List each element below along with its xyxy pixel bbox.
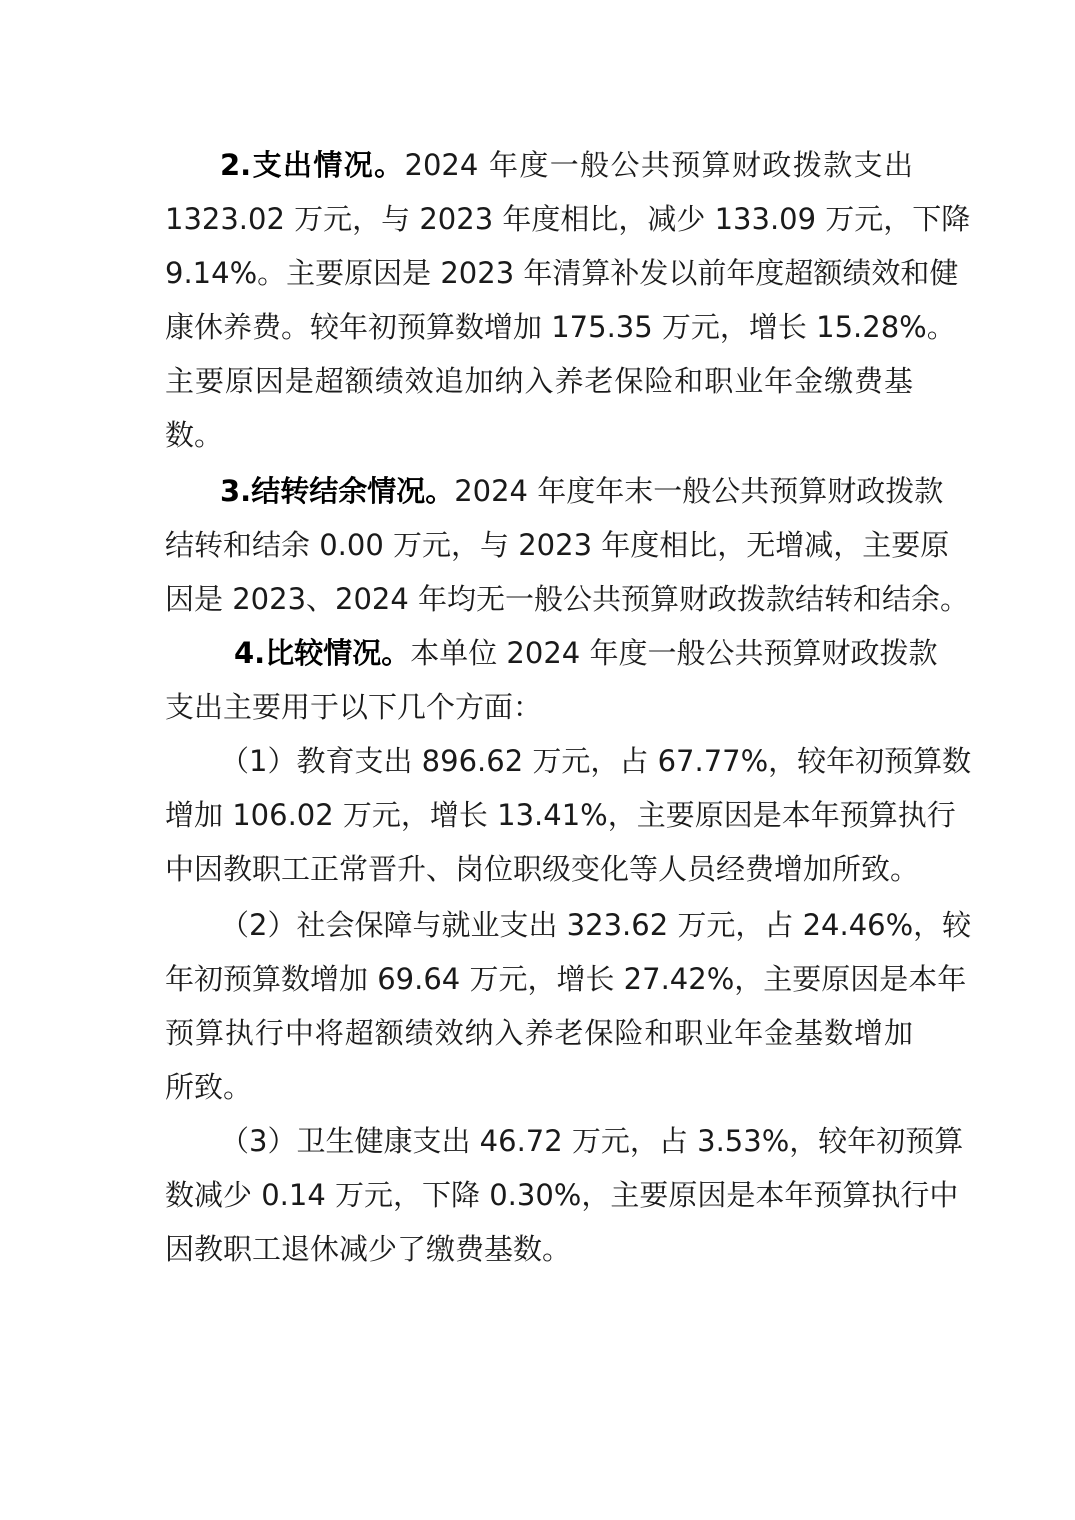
paragraph-line: 康休养费。较年初预算数增加 175.35 万元，增长 15.28%。 xyxy=(165,310,956,344)
paragraph-line: 1323.02 万元，与 2023 年度相比，减少 133.09 万元，下降 xyxy=(165,202,971,236)
paragraph-line: 支出主要用于以下几个方面： xyxy=(165,690,543,724)
paragraph-text: 2024 年度年末一般公共预算财政拨款 xyxy=(454,474,944,508)
paragraph-line: 所致。 xyxy=(165,1070,253,1104)
section-heading: 4.比较情况。 xyxy=(234,636,411,670)
paragraph-line xyxy=(220,464,944,518)
paragraph-line: 因是 2023、2024 年均无一般公共预算财政拨款结转和结余。 xyxy=(165,582,970,616)
paragraph-line xyxy=(220,138,913,192)
paragraph-line: 主要原因是超额绩效追加纳入养老保险和职业年金缴费基 xyxy=(165,364,913,398)
paragraph-line: （3）卫生健康支出 46.72 万元，占 3.53%，较年初预算 xyxy=(220,1124,964,1158)
section-heading: 2.支出情况。 xyxy=(220,148,405,182)
paragraph-line: 因教职工退休减少了缴费基数。 xyxy=(165,1232,572,1266)
paragraph-line xyxy=(234,626,938,680)
paragraph-line: 结转和结余 0.00 万元，与 2023 年度相比，无增减，主要原 xyxy=(165,528,950,562)
paragraph-line: （1）教育支出 896.62 万元，占 67.77%，较年初预算数 xyxy=(220,744,972,778)
paragraph-line: 中因教职工正常晋升、岗位职级变化等人员经费增加所致。 xyxy=(165,852,920,886)
paragraph-line: 数。 xyxy=(165,418,224,452)
paragraph-text: 本单位 2024 年度一般公共预算财政拨款 xyxy=(410,636,938,670)
paragraph-line: （2）社会保障与就业支出 323.62 万元，占 24.46%，较 xyxy=(220,908,972,942)
paragraph-line: 年初预算数增加 69.64 万元，增长 27.42%，主要原因是本年 xyxy=(165,962,967,996)
paragraph-line: 增加 106.02 万元，增长 13.41%，主要原因是本年预算执行 xyxy=(165,798,956,832)
paragraph-text: 2024 年度一般公共预算财政拨款支出 xyxy=(404,148,913,182)
paragraph-line: 预算执行中将超额绩效纳入养老保险和职业年金基数增加 xyxy=(165,1016,913,1050)
paragraph-line: 数减少 0.14 万元，下降 0.30%，主要原因是本年预算执行中 xyxy=(165,1178,959,1212)
paragraph-line: 9.14%。主要原因是 2023 年清算补发以前年度超额绩效和健 xyxy=(165,256,959,290)
section-heading: 3.结转结余情况。 xyxy=(220,474,455,508)
